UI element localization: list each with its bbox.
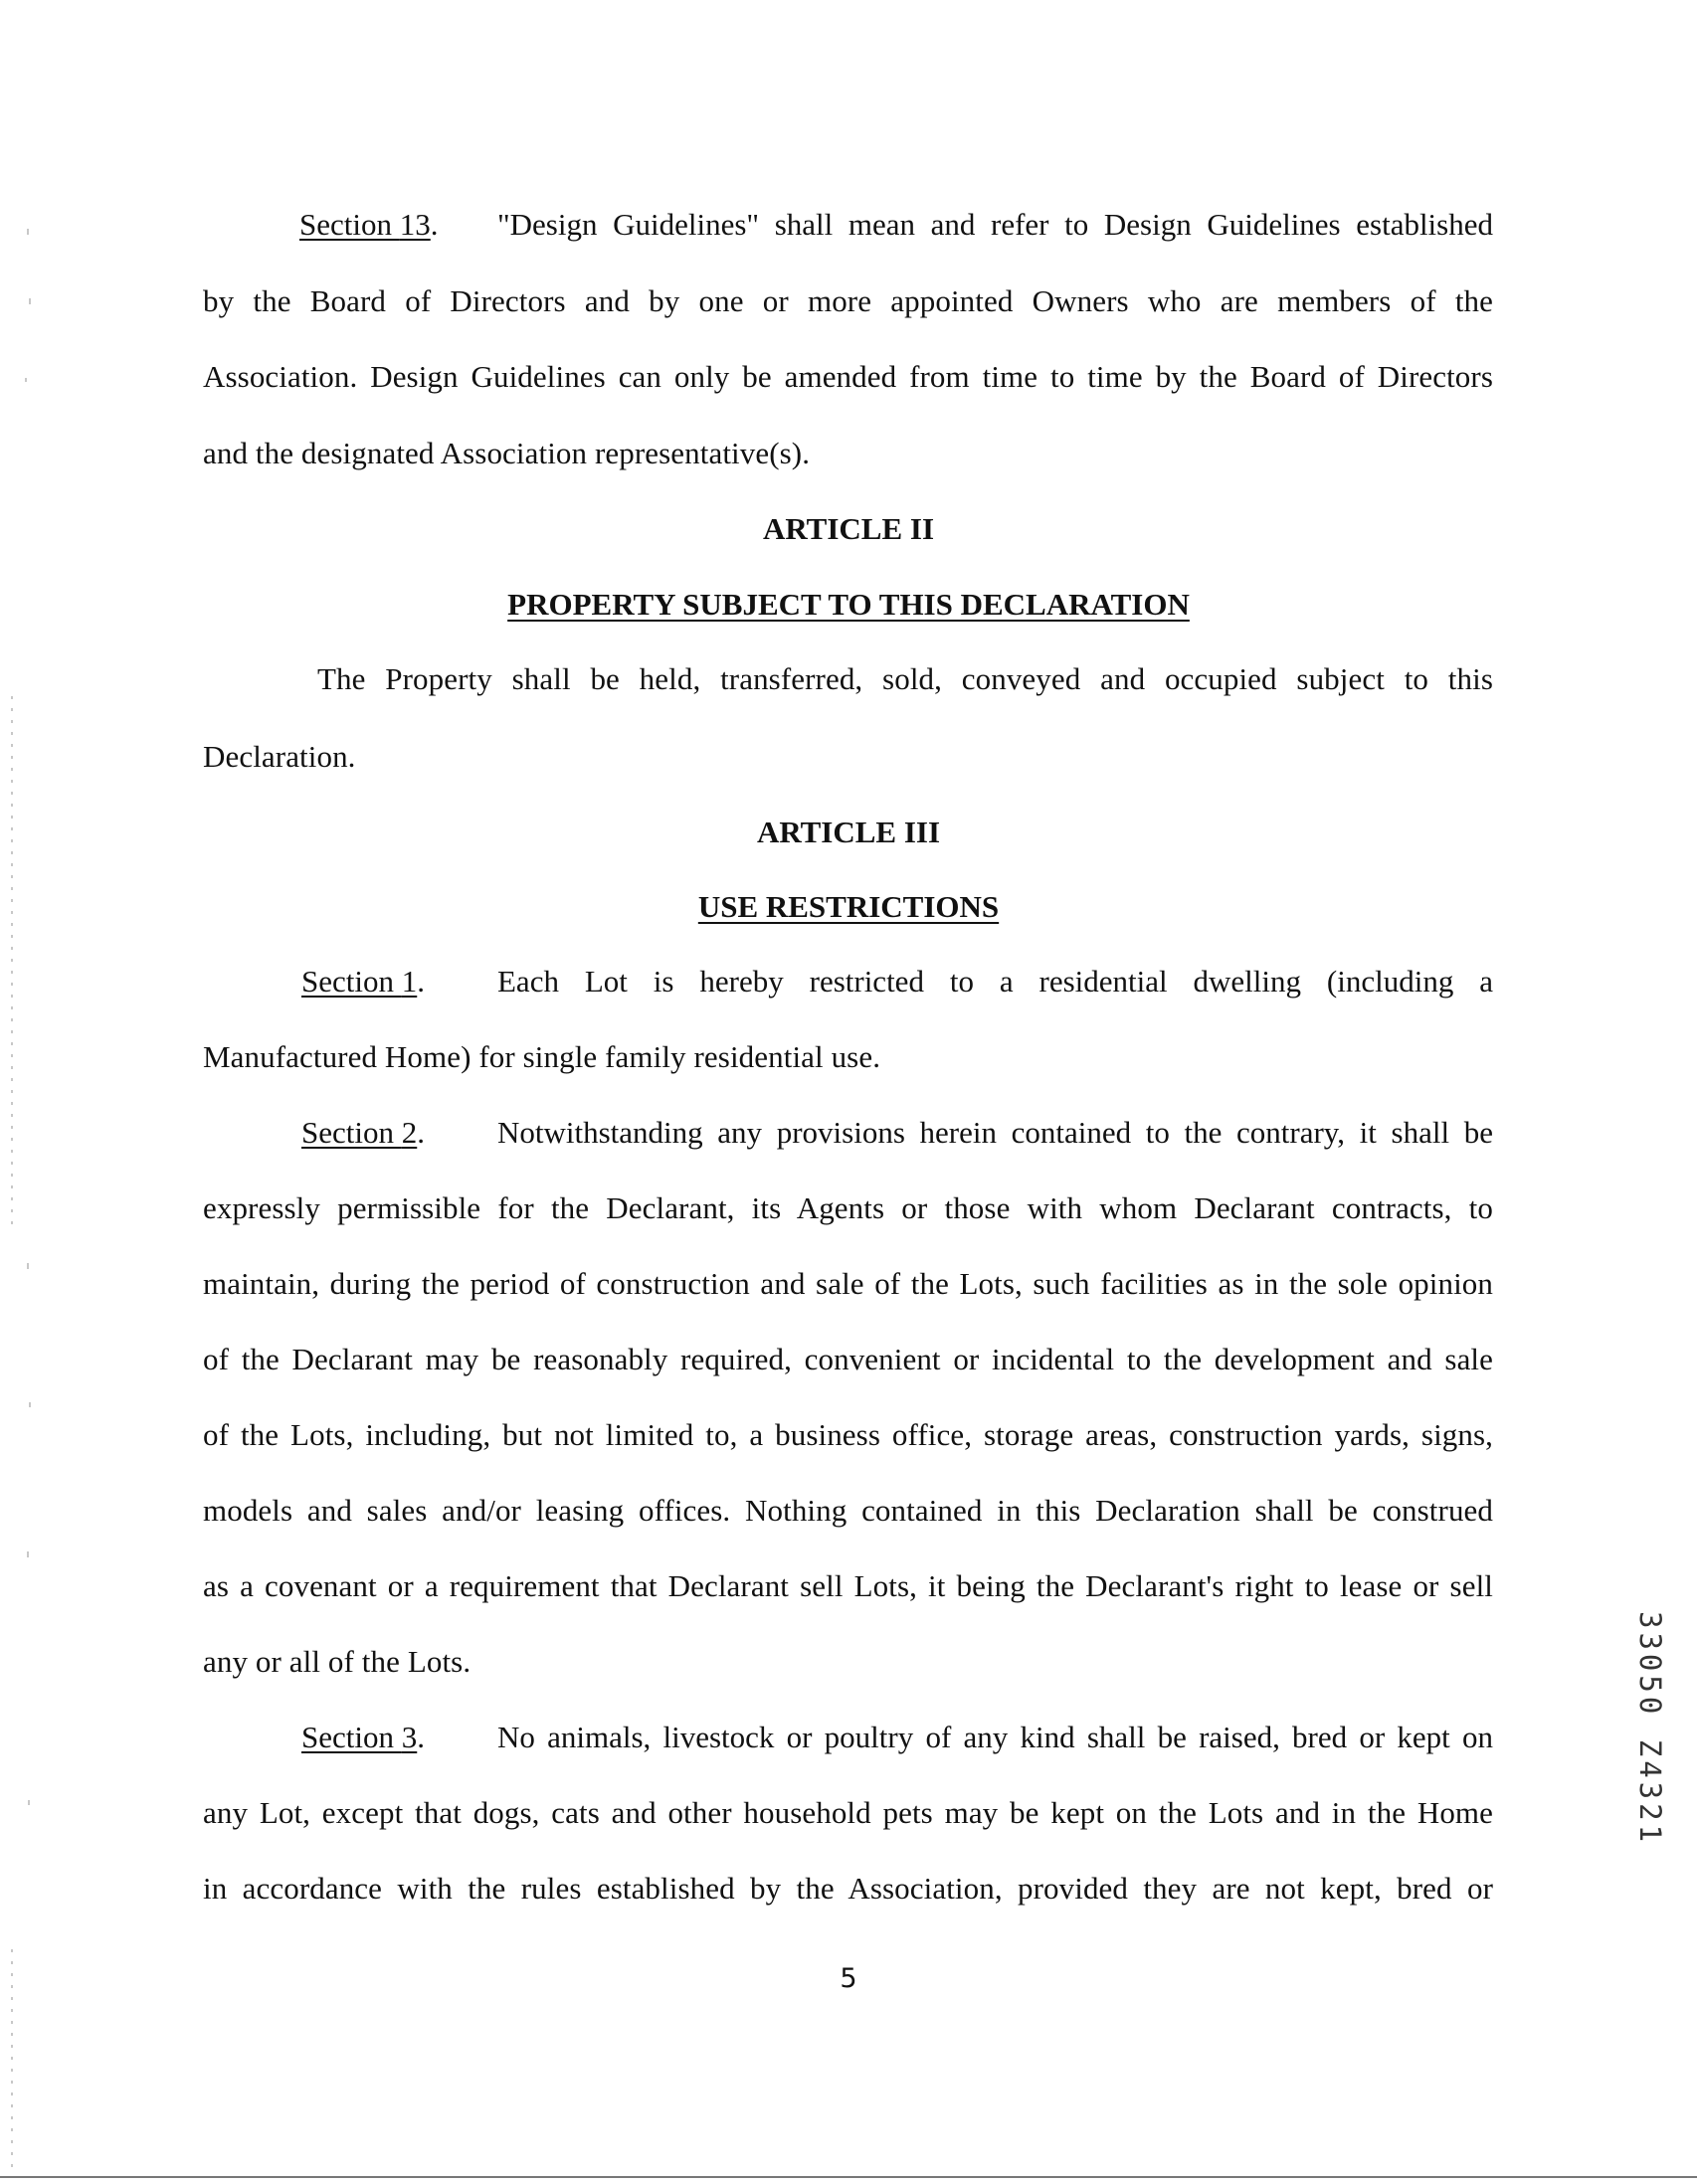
section-2-line: of the Lots, including, but not limited to, a business office, storage areas, construction yards, signs, [203, 1417, 1493, 1452]
section-label-period: . [417, 1115, 425, 1150]
section-2-label [301, 1113, 425, 1153]
section-label-word: Section [301, 1115, 402, 1150]
section-3-line: any Lot, except that dogs, cats and other household pets may be kept on the Lots and in the Home [203, 1795, 1493, 1830]
bottom-scan-edge [0, 2176, 1697, 2178]
scan-edge-artifacts [8, 0, 48, 2184]
section-label-word: Section [301, 1720, 402, 1754]
article-2-heading: ARTICLE II [762, 511, 935, 546]
recording-stamp [1631, 1611, 1671, 1890]
section-3-line: in accordance with the rules established by the Association, provided they are not kept, bred or [203, 1871, 1493, 1906]
section-number: 13 [399, 207, 431, 242]
section-label-period: . [417, 964, 425, 999]
section-2-line: expressly permissible for the Declarant, its Agents or those with whom Declarant contracts, to [203, 1190, 1493, 1225]
section-label-period: . [417, 1720, 425, 1754]
article-2-title: PROPERTY SUBJECT TO THIS DECLARATION [507, 587, 1190, 622]
recording-stamp-text: 33050 Z4321 [1633, 1611, 1667, 1847]
section-1-first-line: Each Lot is hereby restricted to a residential dwelling (including a [497, 964, 1493, 999]
article-2-paragraph-line: The Property shall be held, transferred, sold, conveyed and occupied subject to this [317, 661, 1493, 696]
section-number: 2 [401, 1115, 418, 1150]
section-label-period: . [430, 207, 439, 242]
page-number: 5 [840, 1963, 857, 1994]
section-label-word: Section [299, 207, 400, 242]
section-13-line: Association. Design Guidelines can only be amended from time to time by the Board of Directors [203, 359, 1493, 394]
article-3-heading: ARTICLE III [756, 815, 941, 849]
section-2-line: maintain, during the period of construction and sale of the Lots, such facilities as in the sole opinion [203, 1266, 1493, 1301]
section-number: 1 [401, 964, 418, 999]
section-2-line: any or all of the Lots. [203, 1644, 471, 1679]
section-1-label [301, 962, 425, 1001]
section-2-line: of the Declarant may be reasonably required, convenient or incidental to the development and sale [203, 1342, 1493, 1376]
section-1-line: Manufactured Home) for single family residential use. [203, 1039, 881, 1074]
section-2-line: as a covenant or a requirement that Declarant sell Lots, it being the Declarant's right to lease or sell [203, 1568, 1493, 1603]
section-13-first-line: "Design Guidelines" shall mean and refer to Design Guidelines established [497, 207, 1493, 242]
section-13-line: by the Board of Directors and by one or more appointed Owners who are members of the [203, 283, 1493, 318]
article-2-paragraph-line: Declaration. [203, 739, 356, 774]
section-label-word: Section [301, 964, 402, 999]
article-3-title: USE RESTRICTIONS [697, 889, 1000, 924]
section-2-line: models and sales and/or leasing offices. Nothing contained in this Declaration shall be construed [203, 1493, 1493, 1528]
section-13-line: and the designated Association representative(s). [203, 436, 811, 470]
section-3-label [301, 1718, 425, 1757]
section-number: 3 [401, 1720, 418, 1754]
section-3-first-line: No animals, livestock or poultry of any kind shall be raised, bred or kept on [497, 1720, 1493, 1754]
section-13-label [299, 205, 439, 245]
section-2-first-line: Notwithstanding any provisions herein contained to the contrary, it shall be [497, 1115, 1493, 1150]
